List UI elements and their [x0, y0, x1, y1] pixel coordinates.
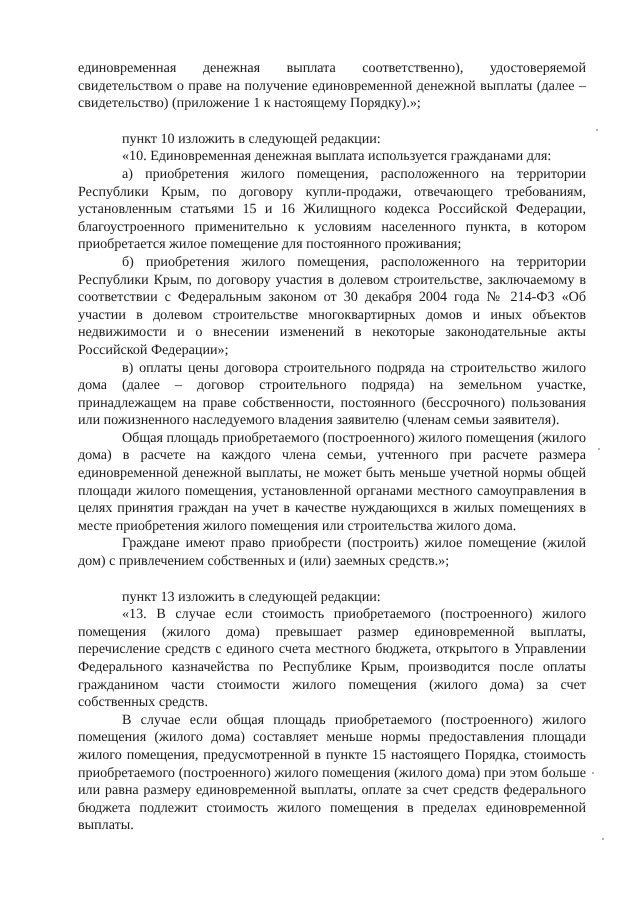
paragraph-area-less-than-norm: В случае если общая площадь приобретаемого (построенного) жилого помещения (жилого дома) составляет меньше нормы предоставления площади жилого помещения, предусмотренной в пункте 15 настоящего Порядка, стоимость приобретаемого (построенного) жилого помещения (жилого дома) при этом больше или равна размеру единовременной выплаты, оплате за счет средств федерального бюджета подлежит стоимость жилого помещения в пределах единовременной выплаты. — [78, 711, 586, 834]
scan-speck — [596, 129, 598, 131]
paragraph-subitem-b: б) приобретения жилого помещения, расположенного на территории Республики Крым, по договору участия в долевом строительстве, заключаемому в соответствии с Федеральным законом от 30 декабря 2004 года № 214-ФЗ «Об участии в долевом строительстве многоквартирных домов и иных объектов недвижимости и о внесении изменений в некоторые законодательные акты Российской Федерации»; — [78, 253, 586, 358]
scan-speck — [598, 448, 600, 450]
scan-speck — [602, 838, 604, 840]
scan-speck — [592, 772, 594, 774]
paragraph-gap — [78, 571, 586, 589]
paragraph-item-13: «13. В случае если стоимость приобретаемого (построенного) жилого помещения (жилого дома) превышает размер единовременной выплаты, перечисление средств с единого счета местного бюджета, открытого в Управлении Федерального казначейства по Республике Крым, производится после оплаты гражданином части стоимости жилого помещения (жилого дома) за счет собственных средств. — [78, 606, 586, 711]
paragraph-subitem-a: а) приобретения жилого помещения, расположенного на территории Республики Крым, по договору купли-продажи, отвечающего требованиям, установленным статьями 15 и 16 Жилищного кодекса Российской Федерации, благоустроенного применительно к условиям населенного пункта, в котором приобретается жилое помещение для постоянного проживания; — [78, 165, 586, 253]
paragraph-item-10: «10. Единовременная денежная выплата используется гражданами для: — [122, 148, 552, 165]
paragraph-subitem-v: в) оплаты цены договора строительного подряда на строительство жилого дома (далее – договор строительного подряда) на земельном участке, принадлежащем на праве собственности, постоянного (бессрочного) пользования или пожизненного наследуемого владения заявителю (членам семьи заявителя). — [78, 359, 586, 429]
document-body — [78, 60, 586, 835]
paragraph-item-13-heading: пункт 13 изложить в следующей редакции: — [122, 588, 381, 605]
paragraph-citizens-right: Граждане имеют право приобрести (построить) жилое помещение (жилой дом) с привлечением собственных и (или) заемных средств.»; — [78, 535, 586, 570]
paragraph-item-10-heading: пункт 10 изложить в следующей редакции: — [122, 130, 381, 147]
paragraph-intro: единовременная денежная выплата соответственно), удостоверяемой свидетельством о праве на получение единовременной денежной выплаты (далее – свидетельство) (приложение 1 к настоящему Порядку).»; — [78, 60, 586, 112]
paragraph-total-area: Общая площадь приобретаемого (построенного) жилого помещения (жилого дома) в расчете на каждого члена семьи, учтенного при расчете размера единовременной денежной выплаты, не может быть меньше учетной нормы общей площади жилого помещения, установленной органами местного самоуправления в целях принятия граждан на учет в качестве нуждающихся в жилых помещениях в месте приобретения жилого помещения или строительства жилого дома. — [78, 429, 586, 534]
paragraph-gap — [78, 113, 586, 131]
